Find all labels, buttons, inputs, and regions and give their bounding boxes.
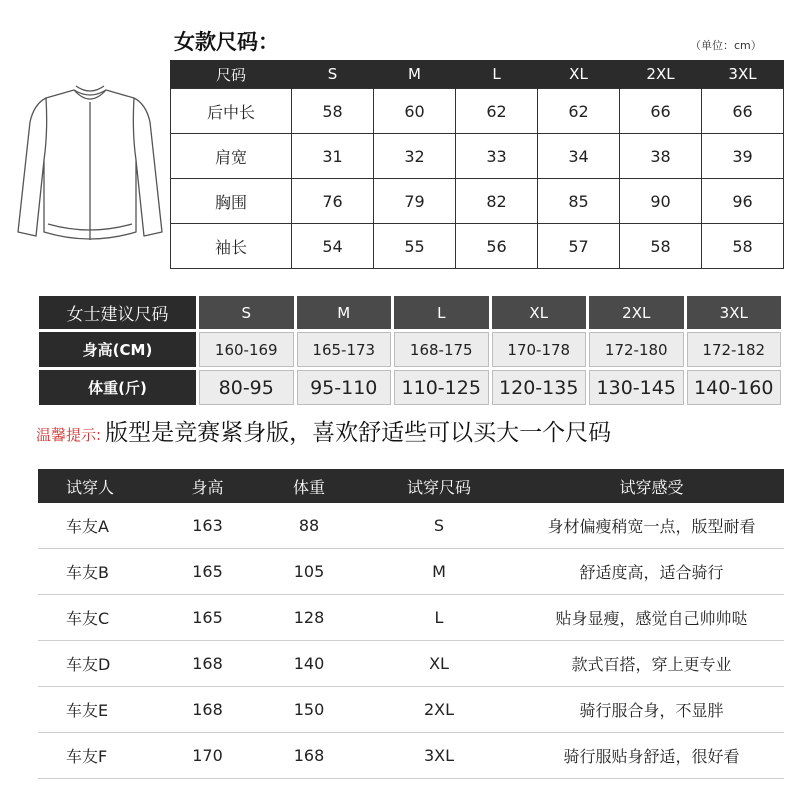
table-row <box>38 549 784 595</box>
size-chart-table <box>170 60 784 269</box>
row-label: 袖长 <box>171 224 292 269</box>
table-cell: 34 <box>538 134 620 179</box>
recommend-header-size: 3XL <box>687 296 782 329</box>
row-label: 肩宽 <box>171 134 292 179</box>
table-cell: 66 <box>702 89 784 134</box>
table-cell: 55 <box>374 224 456 269</box>
table-cell: M <box>359 549 519 595</box>
size-chart-header: 3XL <box>702 60 784 89</box>
trial-header: 体重 <box>259 469 359 503</box>
table-cell: 160-169 <box>199 332 294 367</box>
table-cell: 62 <box>538 89 620 134</box>
recommend-header-size: L <box>394 296 489 329</box>
table-cell: 82 <box>456 179 538 224</box>
table-cell: 168 <box>259 733 359 779</box>
table-cell: 105 <box>259 549 359 595</box>
table-row <box>171 89 784 134</box>
table-cell: 3XL <box>359 733 519 779</box>
table-cell: 110-125 <box>394 370 489 405</box>
table-row <box>38 503 784 549</box>
recommend-header-size: XL <box>492 296 587 329</box>
table-cell: 170-178 <box>492 332 587 367</box>
table-cell: 95-110 <box>297 370 392 405</box>
table-cell: 88 <box>259 503 359 549</box>
table-cell: 128 <box>259 595 359 641</box>
table-cell: 165 <box>156 549 259 595</box>
row-label: 身高(CM) <box>39 332 196 367</box>
table-cell: 168-175 <box>394 332 489 367</box>
size-chart-header-row <box>171 60 784 89</box>
table-cell: 62 <box>456 89 538 134</box>
table-cell: 身材偏瘦稍宽一点，版型耐看 <box>519 503 784 549</box>
table-cell: 骑行服合身，不显胖 <box>519 687 784 733</box>
trial-header: 试穿人 <box>38 469 156 503</box>
table-row <box>38 733 784 779</box>
table-cell: 80-95 <box>199 370 294 405</box>
table-cell: 57 <box>538 224 620 269</box>
table-cell: 165-173 <box>297 332 392 367</box>
recommend-header-row <box>39 296 781 329</box>
row-label: 后中长 <box>171 89 292 134</box>
size-chart-header: S <box>292 60 374 89</box>
table-cell: 76 <box>292 179 374 224</box>
tip-text: 版型是竞赛紧身版，喜欢舒适些可以买大一个尺码 <box>105 420 612 446</box>
recommend-header-label: 女士建议尺码 <box>39 296 196 329</box>
table-row <box>171 179 784 224</box>
recommended-size-table <box>36 293 784 408</box>
table-cell: 163 <box>156 503 259 549</box>
table-cell: 2XL <box>359 687 519 733</box>
table-cell: 58 <box>702 224 784 269</box>
size-chart-header: M <box>374 60 456 89</box>
unit-note: （单位：cm） <box>690 39 762 52</box>
row-label: 体重(斤) <box>39 370 196 405</box>
table-cell: 172-182 <box>687 332 782 367</box>
table-cell: 150 <box>259 687 359 733</box>
size-chart-header: XL <box>538 60 620 89</box>
tester-name: 车友F <box>38 733 156 779</box>
table-cell: S <box>359 503 519 549</box>
table-cell: 31 <box>292 134 374 179</box>
long-sleeve-jersey-icon <box>14 82 166 248</box>
table-row <box>38 641 784 687</box>
tester-name: 车友D <box>38 641 156 687</box>
size-chart-header: L <box>456 60 538 89</box>
table-cell: 38 <box>620 134 702 179</box>
table-cell: 96 <box>702 179 784 224</box>
table-cell: 168 <box>156 687 259 733</box>
tester-name: 车友E <box>38 687 156 733</box>
trial-header-row <box>38 469 784 503</box>
table-cell: 170 <box>156 733 259 779</box>
tip-label: 温馨提示: <box>36 426 102 444</box>
trial-header: 身高 <box>156 469 259 503</box>
recommend-header-size: 2XL <box>589 296 684 329</box>
table-cell: 58 <box>620 224 702 269</box>
trial-header: 试穿尺码 <box>359 469 519 503</box>
tester-name: 车友B <box>38 549 156 595</box>
table-row <box>39 332 781 367</box>
fit-tip <box>36 414 611 447</box>
table-cell: 85 <box>538 179 620 224</box>
tester-name: 车友A <box>38 503 156 549</box>
table-cell: 款式百搭，穿上更专业 <box>519 641 784 687</box>
page-title: 女款尺码： <box>174 30 279 54</box>
table-cell: 130-145 <box>589 370 684 405</box>
table-cell: 165 <box>156 595 259 641</box>
size-chart-header: 尺码 <box>171 60 292 89</box>
table-cell: 39 <box>702 134 784 179</box>
table-cell: 33 <box>456 134 538 179</box>
row-label: 胸围 <box>171 179 292 224</box>
trial-header: 试穿感受 <box>519 469 784 503</box>
table-cell: 32 <box>374 134 456 179</box>
table-cell: 54 <box>292 224 374 269</box>
table-cell: L <box>359 595 519 641</box>
recommend-header-size: M <box>297 296 392 329</box>
size-chart-header: 2XL <box>620 60 702 89</box>
table-cell: 168 <box>156 641 259 687</box>
tester-name: 车友C <box>38 595 156 641</box>
trial-fit-table <box>38 469 784 779</box>
table-cell: 舒适度高，适合骑行 <box>519 549 784 595</box>
recommend-header-size: S <box>199 296 294 329</box>
table-cell: 172-180 <box>589 332 684 367</box>
table-cell: 58 <box>292 89 374 134</box>
table-cell: 79 <box>374 179 456 224</box>
table-cell: 60 <box>374 89 456 134</box>
table-row <box>39 370 781 405</box>
table-cell: 56 <box>456 224 538 269</box>
table-cell: 140-160 <box>687 370 782 405</box>
table-cell: 90 <box>620 179 702 224</box>
table-row <box>171 224 784 269</box>
table-cell: 140 <box>259 641 359 687</box>
table-cell: 骑行服贴身舒适，很好看 <box>519 733 784 779</box>
table-row <box>38 595 784 641</box>
table-cell: 贴身显瘦，感觉自己帅帅哒 <box>519 595 784 641</box>
table-cell: 66 <box>620 89 702 134</box>
table-cell: XL <box>359 641 519 687</box>
table-row <box>171 134 784 179</box>
table-row <box>38 687 784 733</box>
table-cell: 120-135 <box>492 370 587 405</box>
